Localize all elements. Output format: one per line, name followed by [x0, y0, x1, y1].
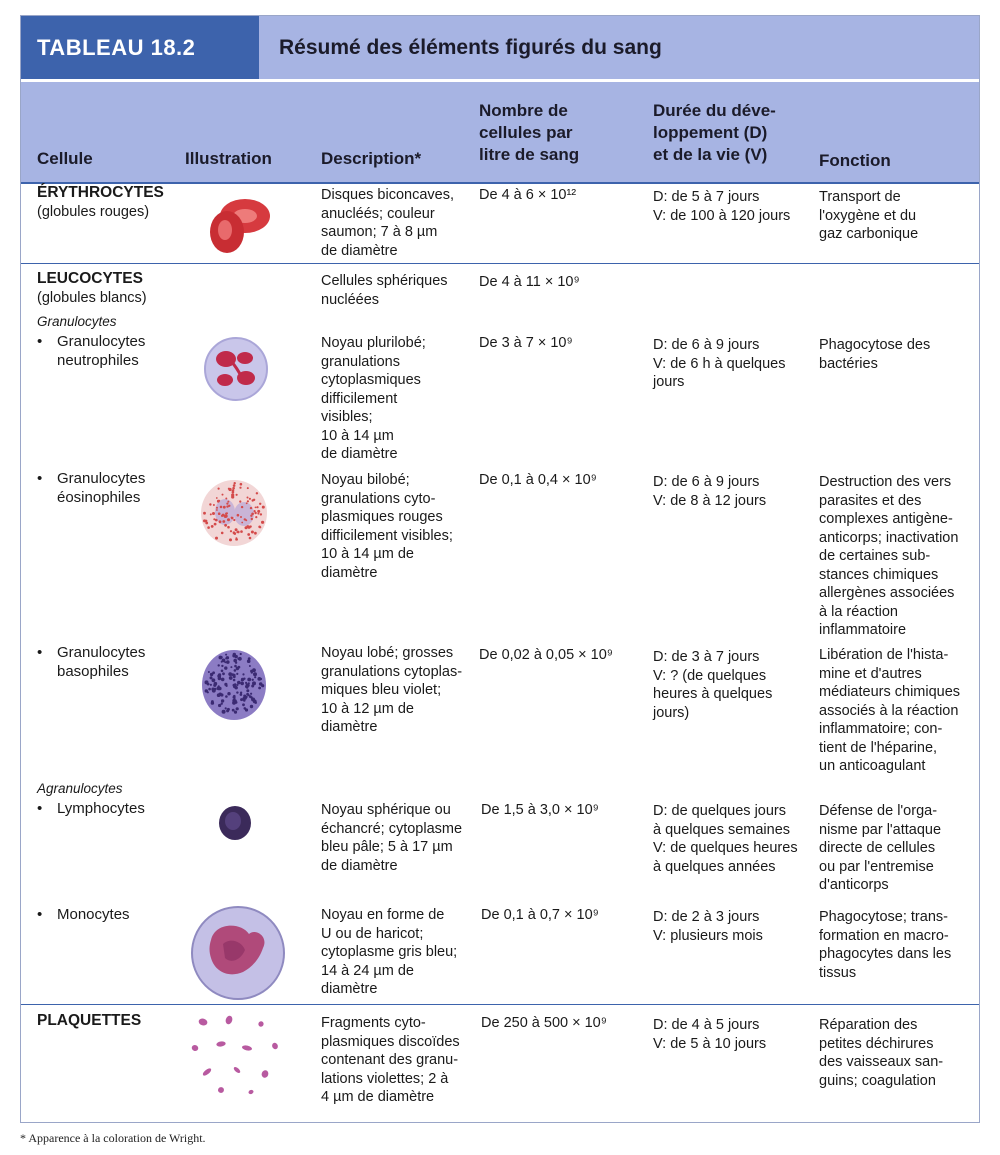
neutrophiles-count: De 3 à 7 × 10⁹ [479, 335, 573, 351]
granule-dot [253, 672, 257, 676]
granule-dot [246, 686, 249, 689]
bullet-icon: • [37, 644, 43, 661]
granule-dot [218, 685, 220, 687]
granule-dot [241, 678, 244, 681]
granule-dot [224, 666, 227, 669]
lymphocytes-count: De 1,5 à 3,0 × 10⁹ [481, 802, 599, 818]
granule-dot [255, 507, 257, 509]
table-number: TABLEAU 18.2 [21, 16, 259, 79]
basophiles-description: Noyau lobé; grosses granulations cytoplas- miques bleu violet; 10 à 12 µm de diamètre [321, 645, 463, 735]
granule-dot [236, 494, 238, 496]
granule-dot [226, 685, 228, 687]
granule-dot [220, 506, 223, 509]
eosinophiles-name: Granulocytes éosinophiles [57, 470, 146, 506]
plaquettes-duration: D: de 4 à 5 jours V: de 5 à 10 jours [653, 1017, 767, 1052]
erythrocytes-alias: (globules rouges) [37, 204, 150, 220]
platelet-fragment [191, 1044, 199, 1052]
granule-dot [233, 696, 236, 699]
granule-dot [215, 519, 218, 522]
granule-dot [234, 683, 237, 686]
lymphocytes-duration: D: de quelques jours à quelques semaines V: de quelques heures à quelques années [653, 803, 798, 875]
granule-dot [250, 670, 253, 673]
bullet-icon: • [37, 906, 43, 923]
granule-dot [246, 502, 248, 504]
eosinophiles-duration: D: de 6 à 9 jours V: de 8 à 12 jours [653, 474, 767, 509]
granule-dot [207, 526, 210, 529]
granule-dot [233, 679, 236, 682]
granule-dot [210, 676, 213, 679]
monocytes-duration: D: de 2 à 3 jours V: plusieurs mois [653, 909, 763, 944]
granule-dot [227, 518, 230, 521]
granule-dot [235, 655, 238, 658]
granule-dot [237, 514, 240, 517]
granule-dot [226, 660, 230, 664]
eosinophil-illustration [197, 476, 271, 550]
granule-dot [229, 538, 232, 541]
granule-dot [243, 697, 246, 700]
granule-dot [235, 686, 238, 689]
granule-dot [218, 512, 221, 515]
granule-dot [250, 705, 253, 708]
granule-dot [251, 513, 254, 516]
granule-dot [227, 526, 230, 529]
granule-dot [203, 519, 206, 522]
granule-dot [235, 662, 237, 664]
granule-dot [250, 693, 252, 695]
granule-dot [212, 671, 215, 674]
granule-dot [255, 702, 257, 704]
plaquettes-count: De 250 à 500 × 10⁹ [481, 1015, 607, 1031]
basophiles-name: Granulocytes basophiles [57, 644, 146, 680]
granule-dot [211, 525, 214, 528]
granule-dot [221, 670, 224, 673]
granule-dot [221, 678, 225, 682]
granule-dot [246, 689, 249, 692]
granule-dot [254, 512, 256, 514]
erythrocytes-count: De 4 à 6 × 10¹² [479, 187, 577, 203]
lymphocyte-illustration [217, 804, 253, 842]
granule-dot [240, 653, 242, 655]
granule-dot [221, 665, 223, 667]
granule-dot [260, 678, 262, 680]
plaquettes-description: Fragments cyto- plasmiques discoïdes contenant des granu- lations violettes; 2 à 4 µm de diamètre [321, 1015, 460, 1105]
granule-dot [234, 665, 237, 668]
granule-dot [227, 708, 230, 711]
granule-dot [245, 682, 247, 684]
granule-dot [262, 506, 265, 509]
granule-dot [214, 523, 217, 526]
granule-dot [236, 667, 239, 670]
granule-dot [250, 507, 252, 509]
granule-dot [251, 518, 253, 520]
leucocytes-description: Cellules sphériques nucléées [321, 273, 448, 308]
monocytes-count: De 0,1 à 0,7 × 10⁹ [481, 907, 599, 923]
granule-dot [245, 526, 248, 529]
erythrocytes-function: Transport de l'oxygène et du gaz carbonique [819, 189, 919, 242]
granule-dot [251, 531, 254, 534]
header-description: Description* [321, 149, 422, 168]
platelets-illustration [185, 1014, 285, 1098]
plaquettes-name: PLAQUETTES [37, 1012, 142, 1029]
granule-dot [216, 509, 218, 511]
granule-dot [247, 497, 249, 499]
granule-dot [240, 692, 242, 694]
granule-dot [236, 707, 239, 710]
granule-dot [255, 516, 257, 518]
granule-dot [227, 501, 229, 503]
granule-dot [237, 681, 241, 685]
granule-dot [241, 522, 243, 524]
granule-dot [215, 537, 218, 540]
granule-dot [235, 528, 238, 531]
granule-dot [247, 487, 249, 489]
granule-dot [222, 494, 224, 496]
granule-dot [233, 519, 235, 521]
granule-dot [225, 654, 227, 656]
granule-dot [236, 538, 238, 540]
monocytes-description: Noyau en forme de U ou de haricot; cytoplasme gris bleu; 14 à 24 µm de diamètre [321, 907, 458, 997]
lymphocytes-name: Lymphocytes [57, 800, 145, 817]
granule-dot [232, 487, 235, 490]
granule-dot [236, 691, 238, 693]
granule-dot [209, 503, 211, 505]
granule-dot [225, 513, 227, 515]
neutrophil-illustration [201, 334, 271, 404]
granule-dot [224, 524, 227, 527]
granule-dot [230, 530, 232, 532]
granule-dot [259, 526, 261, 528]
platelet-fragment [217, 1086, 225, 1094]
platelet-fragment [202, 1067, 213, 1077]
granule-dot [226, 656, 229, 659]
table-header [21, 82, 979, 182]
granule-dot [231, 517, 233, 519]
granule-dot [234, 482, 236, 484]
granule-dot [222, 659, 226, 663]
eosinophiles-function: Destruction des vers parasites et des complexes antigène- anticorps; inactivation de certaines sub- stances chimiques allergènes associées à la réaction inflammatoire [819, 474, 959, 638]
granule-dot [247, 500, 249, 502]
table-title: Résumé des éléments figurés du sang [259, 16, 979, 79]
granule-dot [208, 671, 210, 673]
header-duration: Durée du déve- loppement (D) et de la vie (V) [653, 101, 776, 164]
granule-dot [236, 673, 238, 675]
granule-dot [219, 677, 221, 679]
granule-dot [249, 498, 251, 500]
granule-dot [214, 682, 218, 686]
leucocytes-name: LEUCOCYTES [37, 270, 143, 287]
platelet-fragment [198, 1018, 208, 1027]
granule-dot [253, 499, 255, 501]
granule-dot [227, 692, 230, 695]
basophil-illustration [199, 648, 269, 722]
granule-dot [249, 525, 251, 527]
granule-dot [222, 710, 226, 714]
granule-dot [237, 684, 239, 686]
plaquettes-function: Réparation des petites déchirures des vaisseaux san- guins; coagulation [819, 1017, 944, 1089]
neutrophiles-duration: D: de 6 à 9 jours V: de 6 h à quelques jours [653, 337, 786, 390]
granule-dot [225, 515, 228, 518]
granule-dot [247, 678, 251, 682]
granule-dot [234, 669, 237, 672]
granule-dot [233, 484, 236, 487]
granule-dot [218, 500, 220, 502]
granule-dot [210, 513, 212, 515]
header-rule [21, 182, 979, 184]
erythrocytes-description: Disques biconcaves, anucléés; couleur saumon; 7 à 8 µm de diamètre [321, 187, 454, 259]
granule-dot [258, 511, 260, 513]
granule-dot [222, 520, 225, 523]
granule-dot [230, 666, 232, 668]
granule-dot [256, 506, 258, 508]
granule-dot [234, 699, 237, 702]
granule-dot [256, 492, 258, 494]
platelet-fragment [258, 1020, 265, 1027]
basophiles-count: De 0,02 à 0,05 × 10⁹ [479, 647, 613, 663]
granule-dot [205, 522, 208, 525]
granule-dot [241, 506, 243, 508]
erythrocytes-name: ÉRYTHROCYTES [37, 184, 164, 201]
granule-dot [221, 532, 224, 535]
agranulocytes-label: Agranulocytes [37, 781, 123, 796]
lymphocytes-description: Noyau sphérique ou échancré; cytoplasme bleu pâle; 5 à 17 µm de diamètre [321, 802, 463, 874]
monocyte-illustration [189, 904, 287, 1002]
granule-dot [239, 500, 241, 502]
lymphocytes-function: Défense de l'orga- nisme par l'attaque directe de cellules ou par l'entremise d'anticorps [819, 803, 942, 893]
granule-dot [233, 531, 236, 534]
granule-dot [247, 533, 250, 536]
granule-dot [233, 674, 236, 677]
granule-dot [222, 672, 225, 675]
basophiles-function: Libération de l'hista- mine et d'autres médiateurs chimiques associés à la réaction inflammatoire; con- tient de l'héparine, un anticoagulant [819, 647, 961, 774]
header-illustration: Illustration [185, 149, 272, 168]
header-function: Fonction [819, 151, 891, 170]
granule-dot [208, 688, 211, 691]
granule-dot [249, 665, 251, 667]
granule-dot [245, 519, 247, 521]
eosinophiles-description: Noyau bilobé; granulations cyto- plasmiques rouges difficilement visibles; 10 à 14 µm de diamètre [321, 472, 453, 581]
monocytes-function: Phagocytose; trans- formation en macro- phagocytes dans les tissus [819, 909, 952, 981]
platelet-fragment [248, 1089, 254, 1095]
basophiles-duration: D: de 3 à 7 jours V: ? (de quelques heures à quelques jours) [653, 649, 773, 721]
granule-dot [221, 703, 223, 705]
granule-dot [260, 513, 262, 515]
granule-dot [205, 680, 209, 684]
bullet-icon: • [37, 470, 43, 487]
granule-dot [212, 512, 215, 515]
granule-dot [211, 700, 214, 703]
granule-dot [221, 515, 223, 517]
granule-dot [242, 703, 245, 706]
granule-dot [261, 684, 264, 687]
granule-dot [252, 679, 254, 681]
platelet-fragment [271, 1042, 279, 1050]
granule-dot [232, 489, 235, 492]
granule-dot [217, 693, 221, 697]
row-divider [21, 1004, 979, 1005]
granule-dot [221, 699, 224, 702]
granule-dot [247, 659, 251, 663]
platelet-fragment [242, 1045, 253, 1052]
granule-dot [242, 673, 244, 675]
granule-dot [229, 676, 233, 680]
header-count: Nombre de cellules par litre de sang [479, 101, 580, 164]
granule-dot [216, 497, 218, 499]
granule-dot [213, 504, 215, 506]
granule-dot [218, 488, 220, 490]
granule-dot [240, 530, 243, 533]
granule-dot [225, 498, 227, 500]
granule-dot [259, 503, 261, 505]
erythrocyte-illustration [197, 190, 273, 256]
granule-dot [234, 711, 237, 714]
granule-dot [212, 678, 216, 682]
neutrophiles-name: Granulocytes neutrophiles [57, 333, 146, 369]
granule-dot [244, 707, 247, 710]
neutrophiles-function: Phagocytose des bactéries [819, 337, 931, 372]
granule-dot [238, 657, 242, 661]
platelet-fragment [216, 1041, 226, 1047]
granule-dot [236, 531, 238, 533]
granulocytes-label: Granulocytes [37, 314, 117, 329]
granule-dot [203, 512, 206, 515]
leucocytes-count: De 4 à 11 × 10⁹ [479, 274, 580, 290]
granule-dot [257, 513, 259, 515]
granule-dot [251, 685, 254, 688]
header-cell: Cellule [37, 149, 93, 168]
granule-dot [211, 688, 214, 691]
granule-dot [226, 503, 228, 505]
eosinophiles-count: De 0,1 à 0,4 × 10⁹ [479, 472, 597, 488]
footnote: * Apparence à la coloration de Wright. [20, 1131, 206, 1145]
granule-dot [240, 483, 243, 486]
granule-dot [240, 682, 244, 686]
granule-dot [205, 689, 208, 692]
summary-table [20, 15, 980, 1123]
erythrocytes-duration: D: de 5 à 7 jours V: de 100 à 120 jours [653, 189, 791, 224]
granule-dot [225, 695, 228, 698]
platelet-fragment [233, 1066, 242, 1074]
granule-dot [254, 676, 256, 678]
monocytes-name: Monocytes [57, 906, 130, 923]
granule-dot [232, 709, 234, 711]
granule-dot [254, 532, 257, 535]
granule-dot [228, 672, 232, 676]
granule-dot [218, 664, 220, 666]
granule-dot [259, 687, 261, 689]
granule-dot [220, 656, 222, 658]
granule-dot [219, 520, 222, 523]
table-title-bar [21, 16, 979, 79]
granule-dot [231, 493, 234, 496]
platelet-fragment [261, 1069, 270, 1078]
granule-dot [249, 537, 252, 540]
platelet-fragment [225, 1015, 234, 1025]
granule-dot [226, 505, 228, 507]
bullet-icon: • [37, 800, 43, 817]
neutrophiles-description: Noyau plurilobé; granulations cytoplasmiques difficilement visibles; 10 à 14 µm de diamètre [321, 335, 426, 462]
granule-dot [239, 487, 241, 489]
row-divider [21, 263, 979, 264]
granule-dot [225, 707, 227, 709]
granule-dot [261, 521, 264, 524]
granule-dot [216, 507, 218, 509]
leucocytes-alias: (globules blancs) [37, 290, 147, 306]
bullet-icon: • [37, 333, 43, 350]
granule-dot [220, 693, 223, 696]
granule-dot [223, 506, 226, 509]
granule-dot [210, 684, 212, 686]
granule-dot [240, 516, 242, 518]
granule-dot [229, 488, 232, 491]
